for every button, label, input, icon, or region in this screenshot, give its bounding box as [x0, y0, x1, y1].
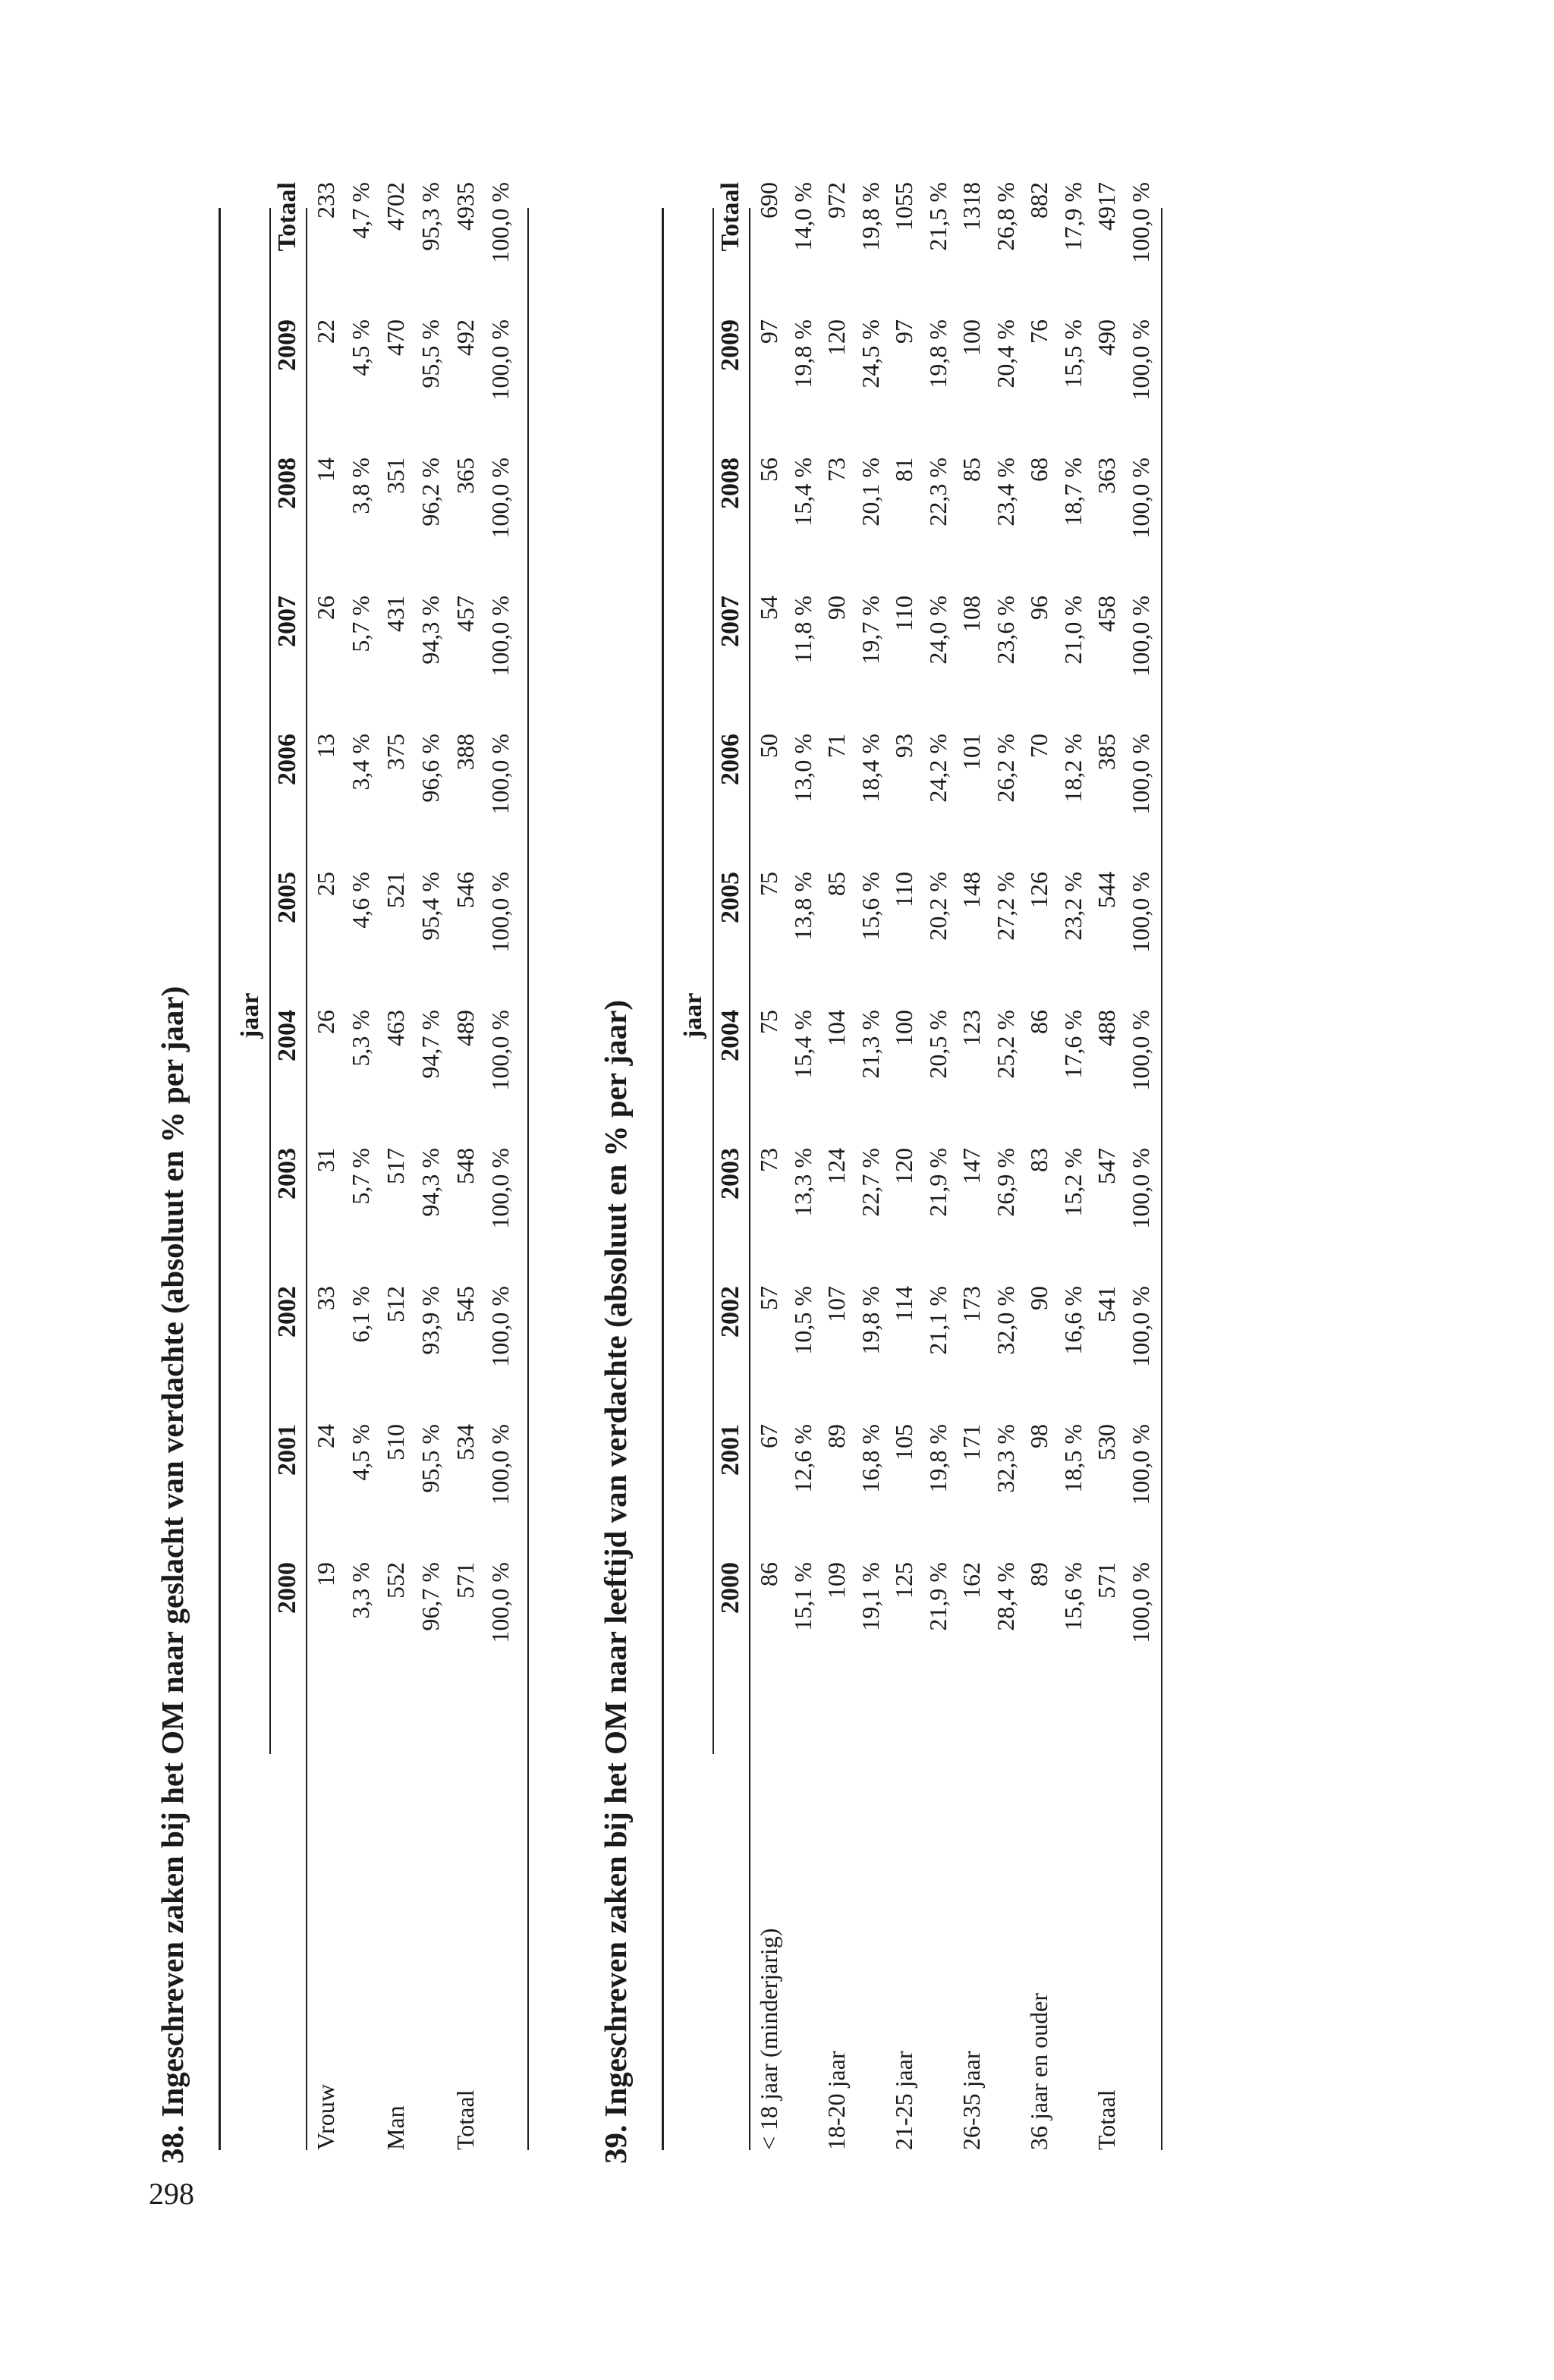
- table39-cell: 107: [823, 1286, 850, 1322]
- table39-cell: 23,6 %: [991, 596, 1019, 665]
- table38-cell: 545: [451, 1286, 479, 1322]
- table39-cell: 690: [755, 182, 782, 219]
- table39-cell: 97: [755, 319, 782, 344]
- table38-cell: 96,7 %: [417, 1562, 444, 1631]
- table38-cell: 510: [382, 1424, 409, 1460]
- table39-cell: 28,4 %: [991, 1562, 1019, 1631]
- table38-cell: 95,5 %: [417, 1424, 444, 1493]
- table39-cell: 100,0 %: [1126, 319, 1154, 401]
- table39-cell: 89: [1025, 1562, 1052, 1586]
- table39-col-header: Totaal: [716, 182, 744, 252]
- table39-cell: 85: [958, 457, 985, 482]
- table38-cell: 4,6 %: [347, 872, 374, 929]
- table39-cell: 12,6 %: [788, 1424, 816, 1493]
- table38-cell: 94,7 %: [417, 1010, 444, 1079]
- table38-col-header: 2000: [273, 1562, 301, 1614]
- table-39-top-rule: [662, 208, 664, 2150]
- table39-cell: 25,2 %: [991, 1010, 1019, 1079]
- table39-cell: 4917: [1093, 182, 1120, 231]
- table38-cell: 100,0 %: [486, 1286, 514, 1367]
- table38-cell: 457: [451, 596, 479, 632]
- table39-cell: 105: [890, 1424, 917, 1460]
- table38-row-label: Totaal: [451, 2089, 479, 2150]
- table-39-group-header: jaar: [679, 992, 707, 1039]
- table-38-group-rule: [269, 208, 271, 1754]
- table38-cell: 4,5 %: [347, 319, 374, 376]
- table39-cell: 147: [958, 1148, 985, 1184]
- table38-col-header: 2009: [273, 319, 301, 371]
- table38-cell: 489: [451, 1010, 479, 1046]
- table39-cell: 547: [1093, 1148, 1120, 1184]
- table39-cell: 544: [1093, 872, 1120, 908]
- table39-row-label: < 18 jaar (minderjarig): [755, 1928, 782, 2150]
- table38-cell: 512: [382, 1286, 409, 1322]
- table39-cell: 15,4 %: [788, 457, 816, 527]
- table39-cell: 100: [958, 319, 985, 356]
- table38-cell: 100,0 %: [486, 596, 514, 677]
- table38-cell: 492: [451, 319, 479, 356]
- table39-row-label: Totaal: [1093, 2089, 1120, 2150]
- table38-col-header: 2008: [273, 457, 301, 509]
- table38-cell: 517: [382, 1148, 409, 1184]
- table38-cell: 13: [312, 734, 339, 758]
- table38-cell: 100,0 %: [486, 1424, 514, 1505]
- table39-cell: 114: [890, 1286, 917, 1322]
- table-39-bottom-rule: [1161, 208, 1162, 2150]
- table39-row-label: 18-20 jaar: [823, 2051, 850, 2150]
- table39-cell: 173: [958, 1286, 985, 1322]
- table38-cell: 100,0 %: [486, 182, 514, 263]
- table39-cell: 98: [1025, 1424, 1052, 1448]
- table38-cell: 4935: [451, 182, 479, 231]
- table39-cell: 125: [890, 1562, 917, 1599]
- table-38-title: 38. Ingeschreven zaken bij het OM naar geslacht van verdachte (absoluut en % per jaar): [155, 986, 190, 2164]
- table-39-group-rule: [713, 208, 714, 1754]
- table38-cell: 24: [312, 1424, 339, 1448]
- table38-cell: 94,3 %: [417, 1148, 444, 1217]
- table38-cell: 534: [451, 1424, 479, 1460]
- table39-cell: 162: [958, 1562, 985, 1599]
- table38-cell: 4,7 %: [347, 182, 374, 239]
- table38-col-header: 2007: [273, 596, 301, 647]
- table39-cell: 100,0 %: [1126, 457, 1154, 539]
- table39-cell: 70: [1025, 734, 1052, 758]
- table39-cell: 1055: [890, 182, 917, 231]
- table39-cell: 18,7 %: [1059, 457, 1087, 527]
- table38-col-header: 2002: [273, 1286, 301, 1338]
- table38-cell: 100,0 %: [486, 734, 514, 815]
- table39-cell: 19,8 %: [788, 319, 816, 388]
- table38-cell: 5,7 %: [347, 1148, 374, 1205]
- table39-row-label: 26-35 jaar: [958, 2051, 985, 2150]
- table39-cell: 18,4 %: [856, 734, 884, 803]
- table39-cell: 17,6 %: [1059, 1010, 1087, 1079]
- table39-cell: 93: [890, 734, 917, 758]
- table39-col-header: 2002: [716, 1286, 744, 1338]
- table39-cell: 73: [823, 457, 850, 482]
- table39-cell: 882: [1025, 182, 1052, 219]
- table39-cell: 19,7 %: [856, 596, 884, 665]
- table38-cell: 6,1 %: [347, 1286, 374, 1343]
- table39-cell: 10,5 %: [788, 1286, 816, 1355]
- table39-cell: 100,0 %: [1126, 182, 1154, 263]
- table38-cell: 95,5 %: [417, 319, 444, 388]
- table39-cell: 21,0 %: [1059, 596, 1087, 665]
- table38-cell: 470: [382, 319, 409, 356]
- table38-cell: 431: [382, 596, 409, 632]
- table39-cell: 20,4 %: [991, 319, 1019, 388]
- table39-cell: 23,4 %: [991, 457, 1019, 527]
- table-38-top-rule: [219, 208, 221, 2150]
- table39-cell: 100,0 %: [1126, 1424, 1154, 1505]
- page-number: 298: [149, 2177, 194, 2211]
- table39-cell: 19,8 %: [856, 182, 884, 251]
- table39-col-header: 2004: [716, 1010, 744, 1061]
- table39-cell: 75: [755, 1010, 782, 1034]
- table-38-group-header: jaar: [236, 992, 264, 1039]
- table38-cell: 375: [382, 734, 409, 770]
- table38-cell: 3,4 %: [347, 734, 374, 791]
- table38-col-header: 2001: [273, 1424, 301, 1476]
- table39-cell: 76: [1025, 319, 1052, 344]
- table39-cell: 89: [823, 1424, 850, 1448]
- table39-cell: 972: [823, 182, 850, 219]
- table39-cell: 100: [890, 1010, 917, 1046]
- table39-cell: 13,0 %: [788, 734, 816, 803]
- table38-cell: 19: [312, 1562, 339, 1586]
- table39-col-header: 2000: [716, 1562, 744, 1614]
- table39-cell: 101: [958, 734, 985, 770]
- table39-cell: 15,5 %: [1059, 319, 1087, 388]
- table39-cell: 110: [890, 596, 917, 631]
- table39-cell: 120: [890, 1148, 917, 1184]
- table39-cell: 13,8 %: [788, 872, 816, 941]
- table38-cell: 233: [312, 182, 339, 219]
- table-39-header-rule: [749, 208, 750, 2150]
- table39-cell: 100,0 %: [1126, 872, 1154, 953]
- table39-cell: 50: [755, 734, 782, 758]
- table39-cell: 104: [823, 1010, 850, 1046]
- table39-cell: 24,2 %: [923, 734, 952, 803]
- table38-cell: 14: [312, 457, 339, 482]
- table39-cell: 20,5 %: [923, 1010, 952, 1079]
- table39-cell: 85: [823, 872, 850, 896]
- table39-cell: 21,1 %: [923, 1286, 952, 1355]
- table39-cell: 71: [823, 734, 850, 758]
- table38-cell: 95,3 %: [417, 182, 444, 251]
- table38-cell: 95,4 %: [417, 872, 444, 941]
- table39-cell: 363: [1093, 457, 1120, 494]
- table38-cell: 5,7 %: [347, 596, 374, 652]
- table38-cell: 4,5 %: [347, 1424, 374, 1481]
- table38-col-header: Totaal: [273, 182, 301, 252]
- table-38-bottom-rule: [527, 208, 529, 2150]
- table38-cell: 93,9 %: [417, 1286, 444, 1355]
- table39-cell: 26,9 %: [991, 1148, 1019, 1217]
- table39-cell: 54: [755, 596, 782, 620]
- table38-cell: 33: [312, 1286, 339, 1310]
- table-39-rotated: [597, 0, 1554, 2164]
- table38-cell: 3,3 %: [347, 1562, 374, 1619]
- table39-cell: 100,0 %: [1126, 1148, 1154, 1229]
- table38-col-header: 2003: [273, 1148, 301, 1199]
- table39-cell: 13,3 %: [788, 1148, 816, 1217]
- table39-cell: 100,0 %: [1126, 734, 1154, 815]
- table39-cell: 100,0 %: [1126, 596, 1154, 677]
- table38-cell: 5,3 %: [347, 1010, 374, 1067]
- table39-cell: 124: [823, 1148, 850, 1184]
- table39-cell: 17,9 %: [1059, 182, 1087, 251]
- table39-cell: 458: [1093, 596, 1120, 632]
- table39-cell: 56: [755, 457, 782, 482]
- table39-cell: 123: [958, 1010, 985, 1046]
- table39-cell: 90: [823, 596, 850, 620]
- table39-cell: 385: [1093, 734, 1120, 770]
- table39-cell: 100,0 %: [1126, 1286, 1154, 1367]
- table39-cell: 14,0 %: [788, 182, 816, 251]
- table38-cell: 552: [382, 1562, 409, 1599]
- table39-cell: 97: [890, 319, 917, 344]
- table39-cell: 490: [1093, 319, 1120, 356]
- table38-col-header: 2004: [273, 1010, 301, 1061]
- table39-cell: 20,2 %: [923, 872, 952, 941]
- table38-cell: 96,6 %: [417, 734, 444, 803]
- table39-cell: 148: [958, 872, 985, 908]
- table39-cell: 57: [755, 1286, 782, 1310]
- table38-cell: 25: [312, 872, 339, 896]
- table39-cell: 15,6 %: [1059, 1562, 1087, 1631]
- table39-cell: 16,6 %: [1059, 1286, 1087, 1355]
- table39-cell: 86: [755, 1562, 782, 1586]
- table38-cell: 4702: [382, 182, 409, 231]
- table39-col-header: 2006: [716, 734, 744, 785]
- table39-cell: 90: [1025, 1286, 1052, 1310]
- table39-cell: 19,8 %: [923, 319, 952, 388]
- table38-cell: 351: [382, 457, 409, 494]
- table39-cell: 27,2 %: [991, 872, 1019, 941]
- table38-cell: 96,2 %: [417, 457, 444, 527]
- table39-row-label: 21-25 jaar: [890, 2051, 917, 2150]
- table39-cell: 18,5 %: [1059, 1424, 1087, 1493]
- table39-cell: 19,8 %: [856, 1286, 884, 1355]
- table39-cell: 24,0 %: [923, 596, 952, 665]
- table39-cell: 21,9 %: [923, 1562, 952, 1631]
- table39-cell: 26,8 %: [991, 182, 1019, 251]
- table38-cell: 94,3 %: [417, 596, 444, 665]
- table38-cell: 26: [312, 596, 339, 620]
- table38-cell: 388: [451, 734, 479, 770]
- table39-row-label: 36 jaar en ouder: [1025, 1992, 1052, 2150]
- table39-cell: 108: [958, 596, 985, 632]
- table39-col-header: 2008: [716, 457, 744, 509]
- table39-cell: 109: [823, 1562, 850, 1599]
- table39-cell: 21,3 %: [856, 1010, 884, 1079]
- table38-cell: 463: [382, 1010, 409, 1046]
- table39-cell: 67: [755, 1424, 782, 1448]
- table39-cell: 126: [1025, 872, 1052, 908]
- table39-cell: 22,7 %: [856, 1148, 884, 1217]
- table38-cell: 548: [451, 1148, 479, 1184]
- table39-col-header: 2009: [716, 319, 744, 371]
- table39-col-header: 2005: [716, 872, 744, 923]
- table-38-header-rule: [306, 208, 307, 2150]
- table38-cell: 22: [312, 319, 339, 344]
- table39-cell: 171: [958, 1424, 985, 1460]
- table38-cell: 100,0 %: [486, 319, 514, 401]
- table38-col-header: 2006: [273, 734, 301, 785]
- table38-cell: 100,0 %: [486, 1562, 514, 1643]
- table39-cell: 15,6 %: [856, 872, 884, 941]
- table39-cell: 541: [1093, 1286, 1120, 1322]
- table39-col-header: 2007: [716, 596, 744, 647]
- table39-cell: 19,8 %: [923, 1424, 952, 1493]
- table38-cell: 3,8 %: [347, 457, 374, 514]
- table39-cell: 32,3 %: [991, 1424, 1019, 1493]
- table38-cell: 100,0 %: [486, 1010, 514, 1091]
- table39-cell: 19,1 %: [856, 1562, 884, 1631]
- table39-cell: 15,4 %: [788, 1010, 816, 1079]
- table38-cell: 100,0 %: [486, 872, 514, 953]
- table38-cell: 31: [312, 1148, 339, 1172]
- table39-col-header: 2003: [716, 1148, 744, 1199]
- table39-cell: 75: [755, 872, 782, 896]
- table39-cell: 21,5 %: [923, 182, 952, 251]
- table39-cell: 16,8 %: [856, 1424, 884, 1493]
- table39-cell: 23,2 %: [1059, 872, 1087, 941]
- table39-cell: 18,2 %: [1059, 734, 1087, 803]
- table39-cell: 530: [1093, 1424, 1120, 1460]
- table39-cell: 73: [755, 1148, 782, 1172]
- table39-cell: 11,8 %: [788, 596, 816, 664]
- table38-cell: 26: [312, 1010, 339, 1034]
- table39-col-header: 2001: [716, 1424, 744, 1476]
- table39-cell: 100,0 %: [1126, 1562, 1154, 1643]
- table39-cell: 15,2 %: [1059, 1148, 1087, 1217]
- table39-cell: 96: [1025, 596, 1052, 620]
- table38-cell: 365: [451, 457, 479, 494]
- table39-cell: 21,9 %: [923, 1148, 952, 1217]
- table39-cell: 68: [1025, 457, 1052, 482]
- table39-cell: 32,0 %: [991, 1286, 1019, 1355]
- table38-row-label: Vrouw: [312, 2084, 339, 2150]
- table39-cell: 488: [1093, 1010, 1120, 1046]
- table38-cell: 571: [451, 1562, 479, 1599]
- table39-cell: 20,1 %: [856, 457, 884, 527]
- table39-cell: 83: [1025, 1148, 1052, 1172]
- table38-cell: 546: [451, 872, 479, 908]
- table39-cell: 100,0 %: [1126, 1010, 1154, 1091]
- table39-cell: 24,5 %: [856, 319, 884, 388]
- table-39-title: 39. Ingeschreven zaken bij het OM naar leeftijd van verdachte (absoluut en % per jaar): [598, 1000, 633, 2164]
- table38-cell: 521: [382, 872, 409, 908]
- table39-cell: 26,2 %: [991, 734, 1019, 803]
- table39-cell: 15,1 %: [788, 1562, 816, 1631]
- table39-cell: 120: [823, 319, 850, 356]
- table39-cell: 110: [890, 872, 917, 907]
- table39-cell: 22,3 %: [923, 457, 952, 527]
- table39-cell: 571: [1093, 1562, 1120, 1599]
- table39-cell: 86: [1025, 1010, 1052, 1034]
- table38-col-header: 2005: [273, 872, 301, 923]
- table38-cell: 100,0 %: [486, 457, 514, 539]
- table39-cell: 1318: [958, 182, 985, 231]
- table38-row-label: Man: [382, 2105, 409, 2150]
- table38-cell: 100,0 %: [486, 1148, 514, 1229]
- table39-cell: 81: [890, 457, 917, 482]
